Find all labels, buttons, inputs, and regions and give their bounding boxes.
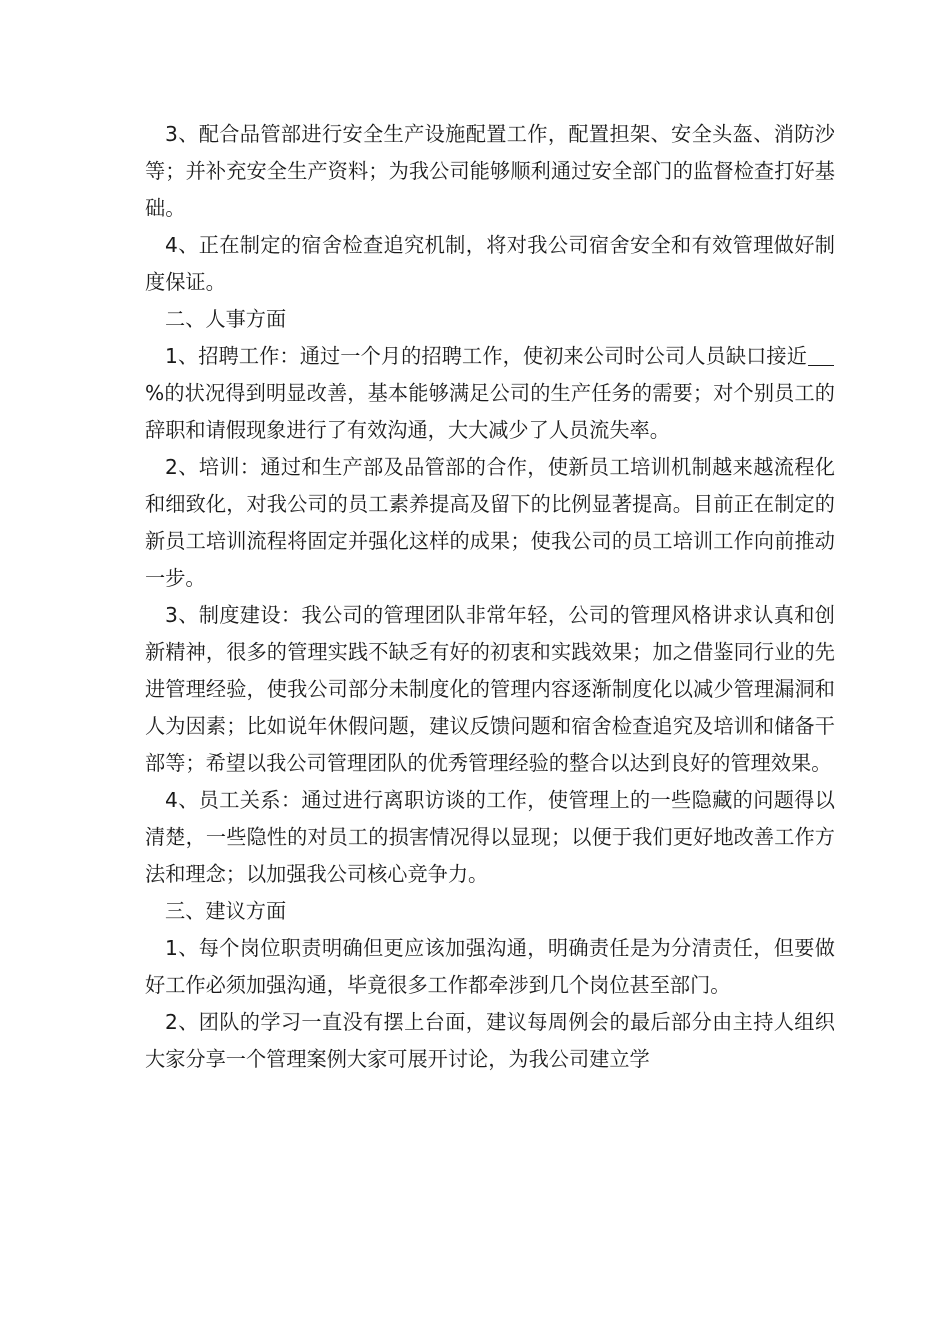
section-heading-personnel: 二、人事方面	[165, 307, 287, 331]
paragraph-training: 2、培训：通过和生产部及品管部的合作，使新员工培训机制越来越流程化和细致化，对我公司的员工素养提高及留下的比例显著提高。目前正在制定的新员工培训流程将固定并强化这样的成果；使我公司的员工培训工作向前推动一步。	[145, 455, 835, 590]
recruitment-text-part1: 1、招聘工作：通过一个月的招聘工作，使初来公司时公司人员缺口接近	[165, 344, 807, 368]
paragraph-employee-relations: 4、员工关系：通过进行离职访谈的工作，使管理上的一些隐藏的问题得以清楚，一些隐性的对员工的损害情况得以显现；以便于我们更好地改善工作方法和理念；以加强我公司核心竞争力。	[145, 788, 835, 886]
recruitment-text-part2: %的状况得到明显改善，基本能够满足公司的生产任务的需要；对个别员工的辞职和请假现象进行了有效沟通，大大减少了人员流失率。	[145, 381, 835, 442]
paragraph-system-building: 3、制度建设：我公司的管理团队非常年轻，公司的管理风格讲求认真和创新精神，很多的管理实践不缺乏有好的初衷和实践效果；加之借鉴同行业的先进管理经验，使我公司部分未制度化的管理内容逐渐制度化以减少管理漏洞和人为因素；比如说年休假问题，建议反馈问题和宿舍检查追究及培训和储备干部等；希望以我公司管理团队的优秀管理经验的整合以达到良好的管理效果。	[145, 603, 835, 775]
paragraph-safety-facilities: 3、配合品管部进行安全生产设施配置工作，配置担架、安全头盔、消防沙等；并补充安全生产资料；为我公司能够顺利通过安全部门的监督检查打好基础。	[145, 122, 835, 220]
section-heading-suggestions: 三、建议方面	[165, 899, 287, 923]
fill-in-blank	[808, 345, 834, 366]
paragraph-dorm-inspection: 4、正在制定的宿舍检查追究机制，将对我公司宿舍安全和有效管理做好制度保证。	[145, 233, 835, 294]
paragraph-team-learning: 2、团队的学习一直没有摆上台面，建议每周例会的最后部分由主持人组织大家分享一个管理案例大家可展开讨论，为我公司建立学	[145, 1010, 835, 1071]
paragraph-recruitment	[145, 338, 835, 449]
document-body	[145, 116, 835, 1078]
paragraph-communication: 1、每个岗位职责明确但更应该加强沟通，明确责任是为分清责任，但要做好工作必须加强沟通，毕竟很多工作都牵涉到几个岗位甚至部门。	[145, 936, 835, 997]
